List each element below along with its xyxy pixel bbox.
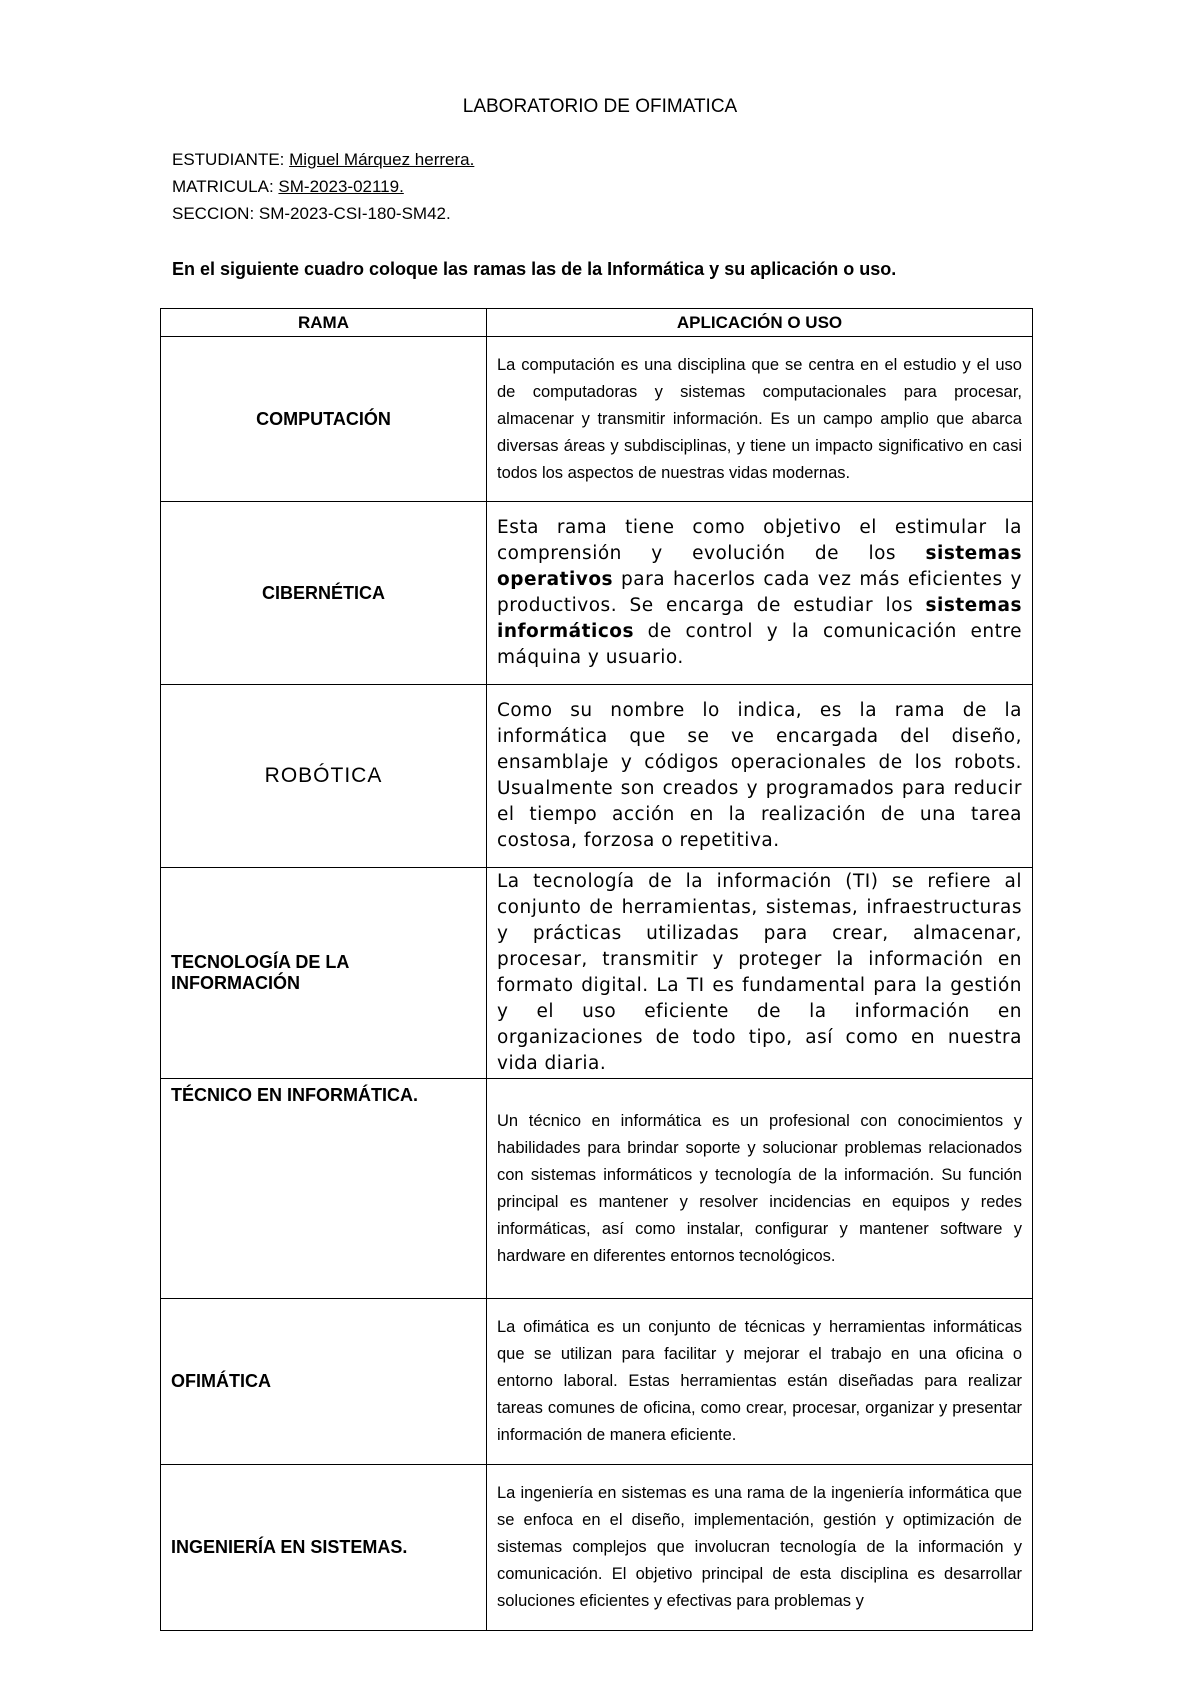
table-row [161,337,1033,502]
seccion-line: SECCION: SM-2023-CSI-180-SM42. [172,204,451,223]
table-row [161,685,1033,868]
rama-ofimatica: OFIMÁTICA [161,1299,487,1465]
student-name: Miguel Márquez herrera. [289,150,475,169]
rama-cibernetica: CIBERNÉTICA [161,502,487,685]
desc-text: de control y la comunicación entre máquina y usuario. [497,621,1022,668]
header-aplicacion: APLICACIÓN O USO [487,309,1033,337]
desc-robotica: Como su nombre lo indica, es la rama de la informática que se ve encargada del diseño, ensamblaje y códigos operacionales de los robots. Usualmente son creados y programados para reducir el tiempo acción en la realización de una tarea costosa, forzosa o repetitiva. [487,685,1033,868]
table-header-row [161,309,1033,337]
matricula-value: SM-2023-02119. [278,177,404,196]
table-row [161,1465,1033,1631]
rama-tecnico-informatica: TÉCNICO EN INFORMÁTICA. [161,1079,487,1299]
desc-text: Esta rama tiene como objetivo el estimular la comprensión y evolución de los [497,517,1022,564]
table-row [161,1079,1033,1299]
rama-computacion: COMPUTACIÓN [161,337,487,502]
desc-ofimatica: La ofimática es un conjunto de técnicas y herramientas informáticas que se utilizan para facilitar y mejorar el trabajo en una oficina o entorno laboral. Estas herramientas están diseñadas para realizar tareas comunes de oficina, como crear, procesar, organizar y presentar información de manera eficiente. [487,1299,1033,1465]
desc-ingenieria-sistemas: La ingeniería en sistemas es una rama de la ingeniería informática que se enfoca en el diseño, implementación, gestión y optimización de sistemas complejos que involucran tecnología de la información y comunicación. El objetivo principal de esta disciplina es desarrollar soluciones eficientes y efectivas para problemas y [487,1465,1033,1631]
rama-line: INFORMACIÓN [171,973,300,993]
table-row [161,1299,1033,1465]
desc-text: para hacerlos cada vez más eficientes y productivos. Se encarga de estudiar los [497,569,1022,616]
desc-tecnologia-informacion: La tecnología de la información (TI) se refiere al conjunto de herramientas, sistemas, infraestructuras y prácticas utilizadas para crear, almacenar, procesar, transmitir y proteger la información en formato digital. La TI es fundamental para la gestión y el uso eficiente de la información en organizaciones de todo tipo, así como en nuestra vida diaria. [487,868,1033,1079]
matricula-label: MATRICULA: [172,177,279,196]
student-label: ESTUDIANTE: [172,150,290,169]
branches-table [160,308,1033,1631]
table-row [161,868,1033,1079]
rama-line: TECNOLOGÍA DE LA [171,952,350,972]
desc-bold-text: sistemas informáticos [497,595,1022,642]
desc-computacion: La computación es una disciplina que se centra en el estudio y el uso de computadoras y sistemas computacionales para procesar, almacenar y transmitir información. Es un campo amplio que abarca diversas áreas y subdisciplinas, y tiene un impacto significativo en casi todos los aspectos de nuestras vidas modernas. [487,337,1033,502]
instruction-text: En el siguiente cuadro coloque las ramas las de la Informática y su aplicación o uso. [172,259,897,279]
student-line [172,150,474,170]
desc-bold-text: sistemas operativos [497,543,1022,590]
rama-ingenieria-sistemas: INGENIERÍA EN SISTEMAS. [161,1465,487,1631]
header-rama: RAMA [161,309,487,337]
rama-robotica: ROBÓTICA [161,685,487,868]
desc-cibernetica [487,502,1033,685]
desc-tecnico-informatica: Un técnico en informática es un profesional con conocimientos y habilidades para brindar soporte y solucionar problemas relacionados con sistemas informáticos y tecnología de la información. Su función principal es mantener y resolver incidencias en equipos y redes informáticas, así como instalar, configurar y mantener software y hardware en diferentes entornos tecnológicos. [487,1079,1033,1299]
matricula-line [172,177,404,197]
table-row [161,502,1033,685]
document-title: LABORATORIO DE OFIMATICA [462,96,738,117]
rama-tecnologia-informacion [161,868,487,1079]
